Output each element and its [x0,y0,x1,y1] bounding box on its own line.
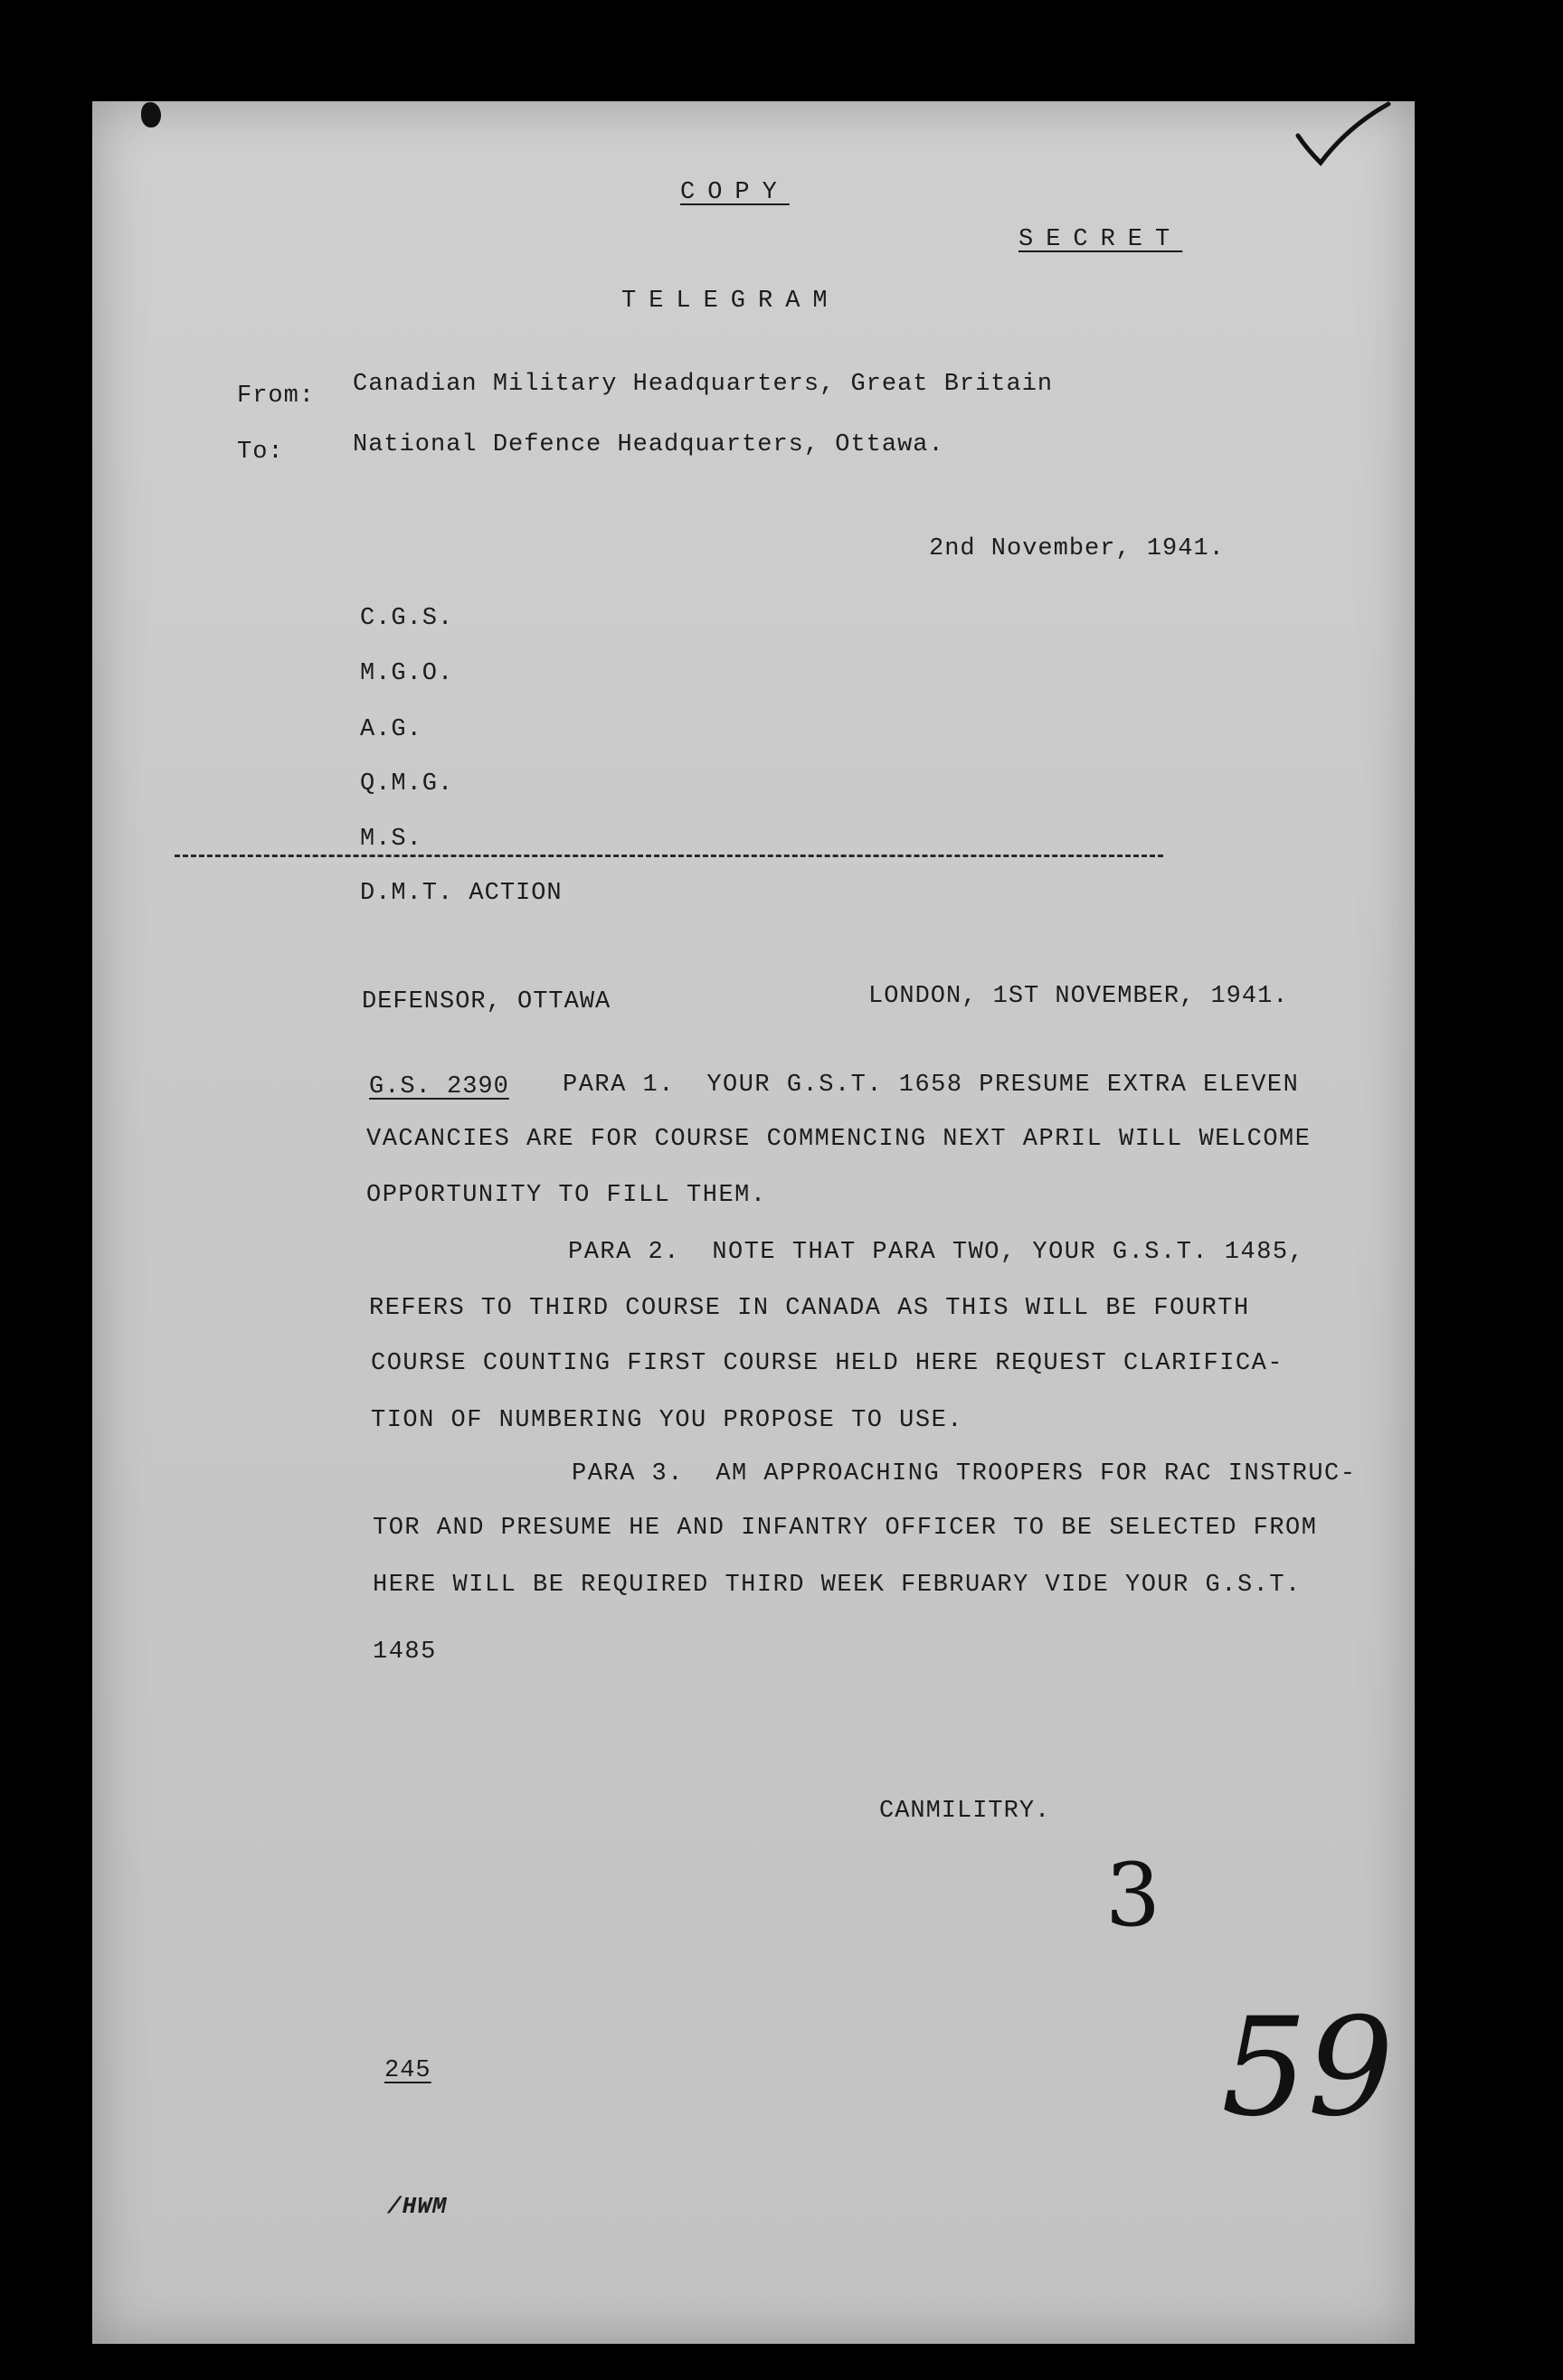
distribution-item: C.G.S. [360,605,454,632]
typist-initials: /HWM [387,2193,448,2220]
from-label: From: [237,382,316,410]
to-value: National Defence Headquarters, Ottawa. [353,431,944,458]
message-line: TION OF NUMBERING YOU PROPOSE TO USE. [371,1407,963,1434]
message-line: TOR AND PRESUME HE AND INFANTRY OFFICER TO BE SELECTED FROM [373,1515,1318,1542]
check-mark-icon [1293,99,1393,181]
signature: CANMILITRY. [879,1798,1051,1825]
message-line: VACANCIES ARE FOR COURSE COMMENCING NEXT APRIL WILL WELCOME [366,1126,1312,1153]
to-label: To: [237,439,284,466]
distribution-item: Q.M.G. [360,770,454,798]
ink-blot [141,102,161,128]
telegram-address: DEFENSOR, OTTAWA [362,988,611,1015]
dashed-divider [175,855,1163,857]
message-reference: G.S. 2390 [369,1073,509,1100]
message-line: COURSE COUNTING FIRST COURSE HELD HERE REQUEST CLARIFICA- [371,1350,1284,1377]
copy-label: COPY [680,179,790,206]
handwritten-number: 3 [1105,1845,1161,1946]
message-line: PARA 2. NOTE THAT PARA TWO, YOUR G.S.T. 1485, [568,1239,1305,1266]
distribution-item: A.G. [360,716,422,743]
message-line: REFERS TO THIRD COURSE IN CANADA AS THIS WILL BE FOURTH [369,1295,1250,1322]
message-line: 1485 [373,1639,437,1666]
message-line: PARA 3. AM APPROACHING TROOPERS FOR RAC INSTRUC- [572,1460,1357,1488]
message-line: HERE WILL BE REQUIRED THIRD WEEK FEBRUARY VIDE YOUR G.S.T. [373,1572,1302,1599]
message-line: PARA 1. YOUR G.S.T. 1658 PRESUME EXTRA ELEVEN [563,1072,1300,1099]
distribution-item: D.M.T. ACTION [360,880,563,907]
message-line: OPPORTUNITY TO FILL THEM. [366,1182,767,1209]
distribution-item: M.G.O. [360,660,454,687]
telegram-date: 2nd November, 1941. [929,535,1225,562]
document-type-heading: TELEGRAM [621,288,840,315]
handwritten-folio: 59 [1221,1989,1394,2147]
distribution-item: M.S. [360,826,422,853]
file-number: 245 [384,2057,431,2084]
origin-date: LONDON, 1ST NOVEMBER, 1941. [868,983,1289,1010]
from-value: Canadian Military Headquarters, Great Britain [353,371,1054,398]
classification-label: SECRET [1018,226,1183,253]
